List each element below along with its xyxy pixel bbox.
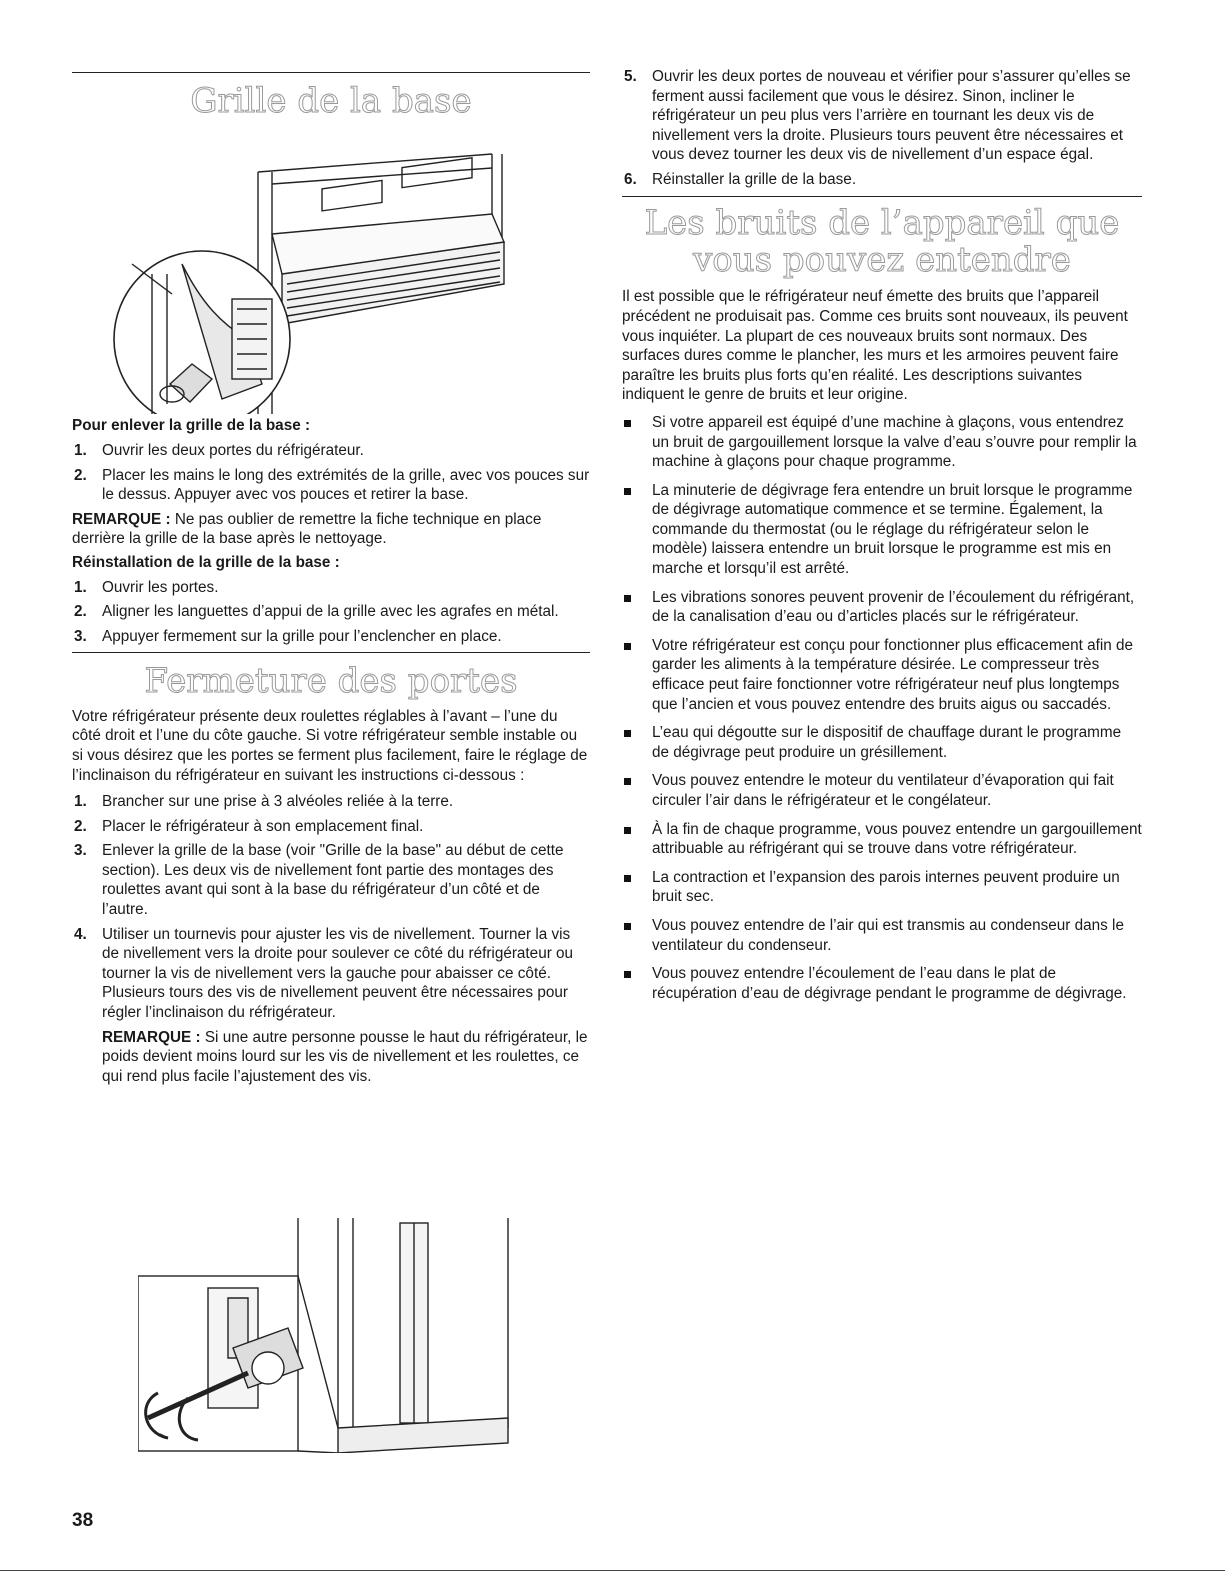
- bullet-icon: [624, 488, 631, 495]
- remove-heading: Pour enlever la grille de la base :: [72, 417, 311, 435]
- section-divider: [72, 72, 590, 73]
- bullet-icon: [624, 827, 631, 834]
- page-number: 38: [72, 1510, 94, 1531]
- list-item: À la fin de chaque programme, vous pouvez entendre un gargouillement attribuable au réfrigérant qui se trouve dans votre réfrigérateur.: [622, 820, 1142, 859]
- list-item: Vous pouvez entendre de l’air qui est transmis au condenseur dans le ventilateur du condenseur.: [622, 916, 1142, 955]
- fermeture-title: Fermeture des portes: [144, 661, 518, 702]
- list-item: 1. Brancher sur une prise à 3 alvéoles reliée à la terre.: [74, 793, 454, 811]
- list-item: 1. Ouvrir les deux portes du réfrigérateur.: [74, 441, 364, 459]
- left-column: [72, 0, 590, 1091]
- grille-note: REMARQUE : Ne pas oublier de remettre la fiche technique en place derrière la grille de la base après le nettoyage.: [72, 510, 542, 548]
- bullet-icon: [624, 923, 631, 930]
- list-item: La contraction et l’expansion des parois internes peuvent produire un bruit sec.: [622, 868, 1142, 907]
- list-item: 2. Aligner les languettes d’appui de la grille avec les agrafes en métal.: [74, 603, 559, 621]
- list-item: Vous pouvez entendre l’écoulement de l’eau dans le plat de récupération d’eau de dégivrage pendant le programme de dégivrage.: [622, 964, 1142, 1003]
- bullet-icon: [624, 420, 631, 427]
- list-item: La minuterie de dégivrage fera entendre un bruit lorsque le programme de dégivrage automatique commence et se termine. Également, la commande du thermostat (ou le réglage du réfrigérateur selon le modèle) laissera entendre un bruit lorsque le programme est mis en marche et lorsqu’il est arrêté.: [622, 481, 1142, 579]
- list-item: L’eau qui dégoutte sur le dispositif de chauffage durant le programme de dégivrage peut produire un grésillement.: [622, 723, 1142, 762]
- section-divider: [622, 196, 1142, 197]
- bullet-icon: [624, 730, 631, 737]
- list-item: 6. Réinstaller la grille de la base.: [624, 170, 857, 188]
- list-item: Si votre appareil est équipé d’une machine à glaçons, vous entendrez un bruit de gargouillement lorsque la valve d’eau s’ouvre pour remplir la machine à glaçons pour chaque programme.: [622, 413, 1142, 472]
- list-item: 2. Placer le réfrigérateur à son emplacement final.: [74, 817, 424, 835]
- list-item: 2. Placer les mains le long des extrémités de la grille, avec vos pouces sur le dessus. Appuyer avec vos pouces et retirer la base.: [74, 466, 590, 504]
- bullet-icon: [624, 875, 631, 882]
- base-grille-illustration: [72, 124, 590, 414]
- list-item: 4. Utiliser un tournevis pour ajuster les vis de nivellement. Tourner la vis de nivellement vers la droite pour soulever ce côté du réfrigérateur ou tourner la vis de nivellement vers la gauche pour abaisser ce côté. Plusieurs tours des vis de nivellement peuvent être nécessaires pour régler l’inclinaison du réfrigérateur. REMARQUE : Si une autre personne pousse le haut du réfrigérateur, le poids devient moins lourd sur les vis de nivellement et les roulettes, ce qui rend plus facile l’ajustement des vis.: [72, 925, 590, 1087]
- fermeture-note: REMARQUE : Si une autre personne pousse le haut du réfrigérateur, le poids devient moins lourd sur les vis de nivellement et les roulettes, ce qui rend plus facile l’ajustement des vis.: [102, 1028, 588, 1085]
- list-item: Les vibrations sonores peuvent provenir de l’écoulement du réfrigérant, de la canalisation d’eau ou d’articles placés sur le réfrigérateur.: [622, 588, 1142, 627]
- leveling-screw-illustration: [138, 1218, 538, 1453]
- list-item: 1. Ouvrir les portes.: [74, 578, 219, 596]
- list-item: 5. Ouvrir les deux portes de nouveau et vérifier pour s’assurer qu’elles se ferment aussi facilement que vous le désirez. Sinon, incliner le réfrigérateur un peu plus vers l’arrière en tournant les deux vis de nivellement vers la droite. Plusieurs tours peuvent être nécessaires et vous devez tourner les deux vis de nivellement d’un espace égal.: [624, 68, 1131, 164]
- fermeture-intro: Votre réfrigérateur présente deux roulettes réglables à l’avant – l’une du côté droit et l’une du côte gauche. Si votre réfrigérateur semble instable ou si vous désirez que les portes se ferment plus facilement, faire le réglage de l’inclinaison du réfrigérateur en suivant les instructions ci-dessous :: [72, 707, 588, 784]
- bullet-icon: [624, 778, 631, 785]
- section-divider: [72, 652, 590, 653]
- fermeture-steps: [72, 792, 590, 1086]
- reinstall-steps: [72, 578, 590, 647]
- list-item: Vous pouvez entendre le moteur du ventilateur d’évaporation qui fait circuler l’air dans le réfrigérateur et le congélateur.: [622, 771, 1142, 810]
- page-bottom-rule: [0, 1570, 1225, 1571]
- remove-steps: [72, 441, 590, 505]
- bruits-title: Les bruits de l’appareil que vous pouvez entendre: [644, 202, 1120, 280]
- bullet-icon: [624, 595, 631, 602]
- list-item: 3. Enlever la grille de la base (voir "Grille de la base" au début de cette section). Les deux vis de nivellement font partie des montages des roulettes avant qui sont à la base du réfrigérateur d’un côté et de l’autre.: [74, 842, 564, 919]
- bullet-icon: [624, 643, 631, 650]
- fermeture-steps-continued: [622, 67, 1142, 190]
- bruits-list: [622, 413, 1142, 1003]
- grille-title: Grille de la base: [190, 81, 472, 121]
- bruits-intro: Il est possible que le réfrigérateur neuf émette des bruits que l’appareil précédent ne produisait pas. Comme ces bruits sont nouveaux, ils peuvent vous inquiéter. La plupart de ces nouveaux bruits sont normaux. Des surfaces dures comme le plancher, les murs et les armoires peuvent faire paraître les bruits plus forts qu’en réalité. Les descriptions suivantes indiquent le genre de bruits et leur origine.: [622, 288, 1128, 404]
- list-item: Votre réfrigérateur est conçu pour fonctionner plus efficacement afin de garder les aliments à la température désirée. Le compresseur très efficace peut faire fonctionner votre réfrigérateur neuf plus longtemps que l’ancien et vous pouvez entendre des bruits aigus ou saccadés.: [622, 636, 1142, 714]
- list-item: 3. Appuyer fermement sur la grille pour l’enclencher en place.: [74, 627, 502, 645]
- right-column: [622, 0, 1142, 1012]
- reinstall-heading: Réinstallation de la grille de la base :: [72, 553, 340, 571]
- bullet-icon: [624, 971, 631, 978]
